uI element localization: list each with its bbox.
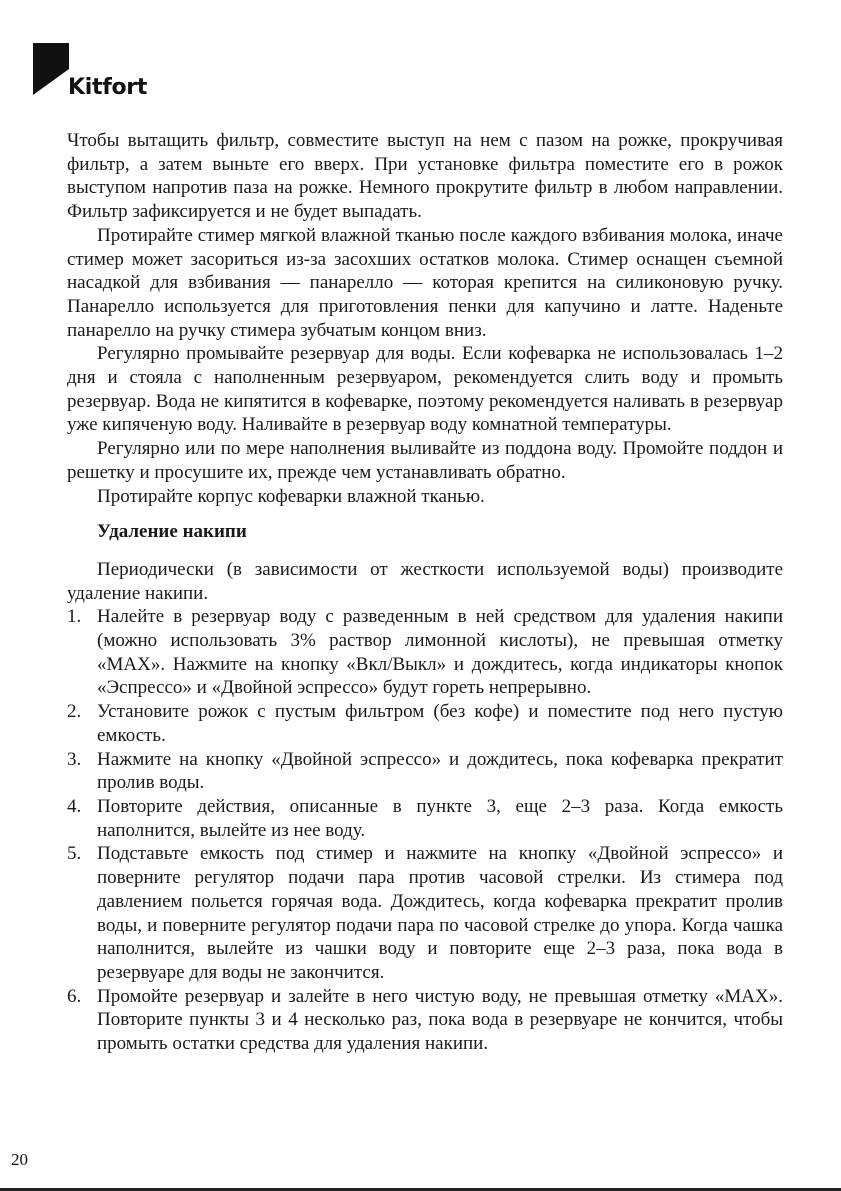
paragraph: Регулярно промывайте резервуар для воды. Если кофеварка не использовалась 1–2 дня и стояла с наполненным резервуаром, рекомендуется слить воду и промыть резервуар. Вода не кипятится в кофеварке, поэтому рекомендуется наливать в резервуар уже кипяченую воду. Наливайте в резервуар воду комнатной температуры.: [67, 343, 783, 436]
step-number: 3.: [67, 748, 82, 770]
step-text: Налейте в резервуар воду с разведенным в ней средством для удаления накипи (можно использовать 3% раствор лимонной кислоты), не превышая отметку «MAX». Нажмите на кнопку «Вкл/Выкл» и дождитесь, когда индикаторы кнопок «Эспрессо» и «Двойной эспрессо» будут гореть непрерывно.: [97, 606, 783, 699]
paragraph: Регулярно или по мере наполнения выливайте из поддона воду. Промойте поддон и решетку и просушите их, прежде чем устанавливать обратно.: [67, 438, 783, 483]
paragraph: Протирайте корпус кофеварки влажной тканью.: [97, 485, 485, 507]
step-number: 6.: [67, 985, 82, 1007]
list-item: [67, 605, 783, 700]
step-number: 4.: [67, 795, 82, 817]
brand-name: Kitfort: [68, 75, 148, 100]
step-text: Нажмите на кнопку «Двойной эспрессо» и дождитесь, пока кофеварка прекратит пролив воды.: [97, 748, 783, 794]
step-number: 1.: [67, 606, 82, 628]
step-number: 5.: [67, 843, 82, 865]
list-item: [67, 748, 783, 795]
list-item: [67, 700, 783, 747]
section-intro: Периодически (в зависимости от жесткости используемой воды) производите удаление накипи.: [67, 558, 783, 604]
step-text: Промойте резервуар и залейте в него чистую воду, не превышая отметку «MAX». Повторите пункты 3 и 4 несколько раз, пока вода в резервуаре не кончится, чтобы промыть остатки средства для удаления накипи.: [97, 985, 783, 1055]
list-item: [67, 985, 783, 1056]
list-item: [67, 842, 783, 984]
step-text: Подставьте емкость под стимер и нажмите на кнопку «Двойной эспрессо» и поверните регулятор подачи пара против часовой стрелки. Из стимера под давлением польется горячая вода. Дождитесь, когда кофеварка прекратит пролив воды, и поверните регулятор подачи пара по часовой стрелке до упора. Когда чашка наполнится, вылейте из чашки воду и повторите еще 2–3 раза, пока вода в резервуаре для воды не закончится.: [97, 843, 783, 983]
paragraph: Чтобы вытащить фильтр, совместите выступ на нем с пазом на рожке, прокручивая фильтр, а затем выньте его вверх. При установке фильтра поместите его в рожок выступом напротив паза на рожке. Немного прокрутите фильтр в любом направлении. Фильтр зафиксируется и не будет выпадать.: [67, 130, 783, 223]
manual-body: [67, 129, 783, 1056]
page-number: 20: [11, 1150, 28, 1169]
descaling-steps-list: [67, 605, 783, 1055]
step-text: Повторите действия, описанные в пункте 3, еще 2–3 раза. Когда емкость наполнится, вылейте из нее воду.: [97, 795, 783, 841]
kitfort-logo-icon: [33, 43, 69, 95]
step-text: Установите рожок с пустым фильтром (без кофе) и поместите под него пустую емкость.: [97, 701, 783, 746]
paragraph: Протирайте стимер мягкой влажной тканью после каждого взбивания молока, иначе стимер может засориться из-за засохших остатков молока. Стимер оснащен съемной насадкой для взбивания — панарелло — которая крепится на силиконовую ручку. Панарелло используется для приготовления пенки для капучино и латте. Наденьте панарелло на ручку стимера зубчатым концом вниз.: [67, 224, 783, 341]
section-heading: Удаление накипи: [97, 521, 247, 543]
list-item: [67, 795, 783, 842]
step-number: 2.: [67, 701, 82, 723]
